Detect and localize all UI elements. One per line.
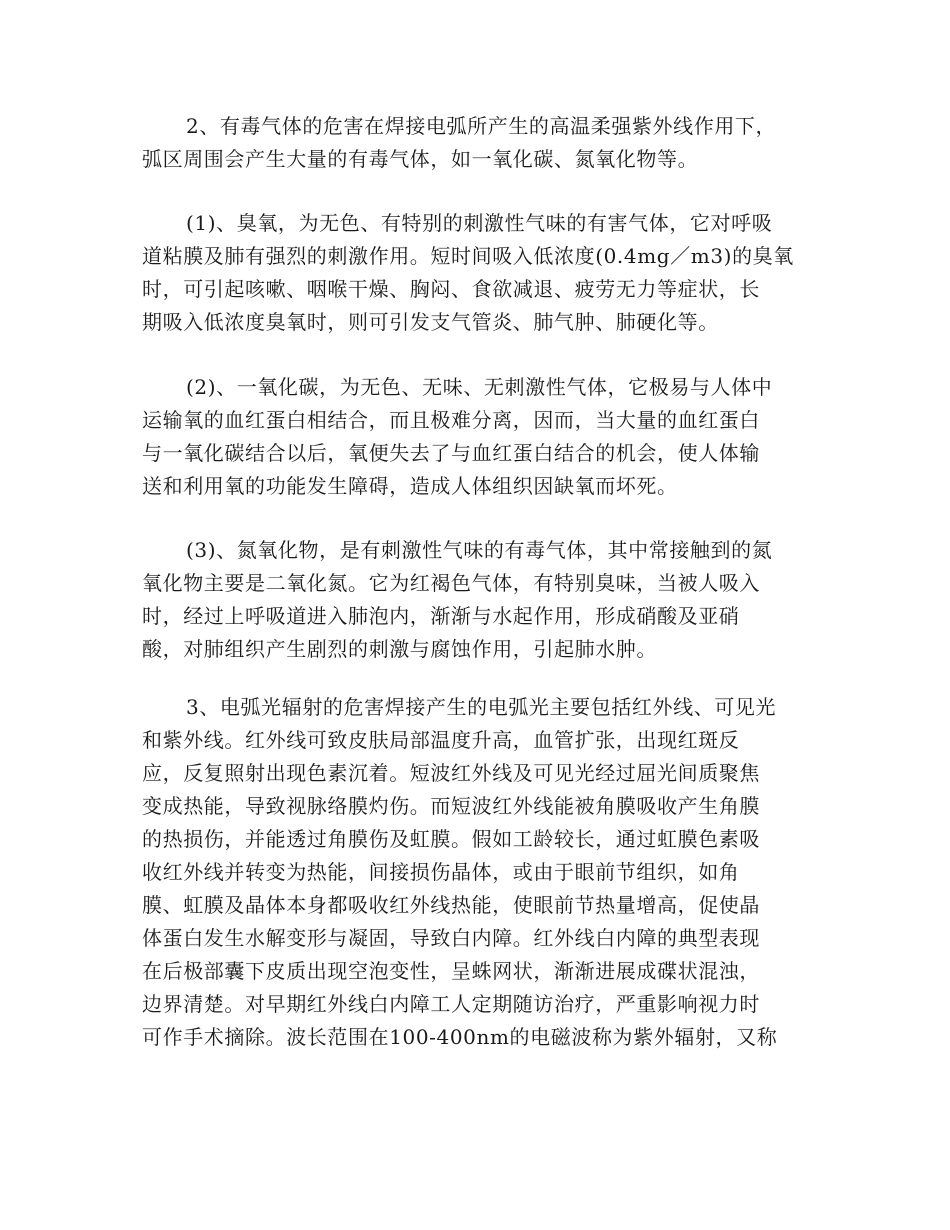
text-line: (2)、一氧化碳，为无色、无味、无刺激性气体，它极易与人体中 [186, 375, 773, 399]
text-line: 变成热能，导致视脉络膜灼伤。而短波红外线能被角膜吸收产生角膜 [142, 794, 760, 818]
text-line: 期吸入低浓度臭氧时，则可引发支气管炎、肺气肿、肺硬化等。 [142, 310, 719, 334]
text-line: 道粘膜及肺有强烈的刺激作用。短时间吸入低浓度(0.4mg／m3)的臭氧 [142, 244, 794, 268]
text-line: 膜、虹膜及晶体本身都吸收红外线热能，使眼前节热量增高，促使晶 [142, 893, 760, 917]
text-line: 与一氧化碳结合以后，氧便失去了与血红蛋白结合的机会，使人体输 [142, 441, 760, 465]
text-line: 运输氧的血红蛋白相结合，而且极难分离，因而，当大量的血红蛋白 [142, 408, 760, 432]
text-line: 边界清楚。对早期红外线白内障工人定期随访治疗，严重影响视力时 [142, 992, 760, 1016]
text-line: 体蛋白发生水解变形与凝固，导致白内障。红外线白内障的典型表现 [142, 926, 760, 950]
text-line: (3)、氮氧化物，是有刺激性气味的有毒气体，其中常接触到的氮 [186, 538, 773, 562]
paragraph-arc-radiation [142, 691, 812, 1054]
paragraph-ozone [142, 207, 812, 339]
text-line: 3、电弧光辐射的危害焊接产生的电弧光主要包括红外线、可见光 [186, 695, 777, 719]
text-line: 时，可引起咳嗽、咽喉干燥、胸闷、食欲减退、疲劳无力等症状，长 [142, 277, 760, 301]
text-line: 应，反复照射出现色素沉着。短波红外线及可见光经过屈光间质聚焦 [142, 761, 760, 785]
paragraph-toxic-gases [142, 110, 812, 176]
text-line: 在后极部囊下皮质出现空泡变性，呈蛛网状，渐渐进展成碟状混浊， [142, 959, 760, 983]
text-line: 收红外线并转变为热能，间接损伤晶体，或由于眼前节组织，如角 [142, 860, 740, 884]
text-line: 和紫外线。红外线可致皮肤局部温度升高，血管扩张，出现红斑反 [142, 728, 740, 752]
text-line: (1)、臭氧，为无色、有特别的刺激性气味的有害气体，它对呼吸 [186, 211, 773, 235]
text-line: 的热损伤，并能透过角膜伤及虹膜。假如工龄较长，通过虹膜色素吸 [142, 827, 760, 851]
text-line: 可作手术摘除。波长范围在100-400nm的电磁波称为紫外辐射，又称 [142, 1025, 778, 1049]
text-line: 酸，对肺组织产生剧烈的刺激与腐蚀作用，引起肺水肿。 [142, 637, 657, 661]
text-line: 2、有毒气体的危害在焊接电弧所产生的高温柔强紫外线作用下， [186, 114, 777, 138]
text-line: 弧区周围会产生大量的有毒气体，如一氧化碳、氮氧化物等。 [142, 147, 699, 171]
paragraph-nitrogen-oxides [142, 534, 812, 666]
paragraph-carbon-monoxide [142, 371, 812, 503]
text-line: 氧化物主要是二氧化氮。它为红褐色气体，有特别臭味，当被人吸入 [142, 571, 760, 595]
text-line: 时，经过上呼吸道进入肺泡内，渐渐与水起作用，形成硝酸及亚硝 [142, 604, 740, 628]
text-line: 送和利用氧的功能发生障碍，造成人体组织因缺氧而坏死。 [142, 474, 678, 498]
